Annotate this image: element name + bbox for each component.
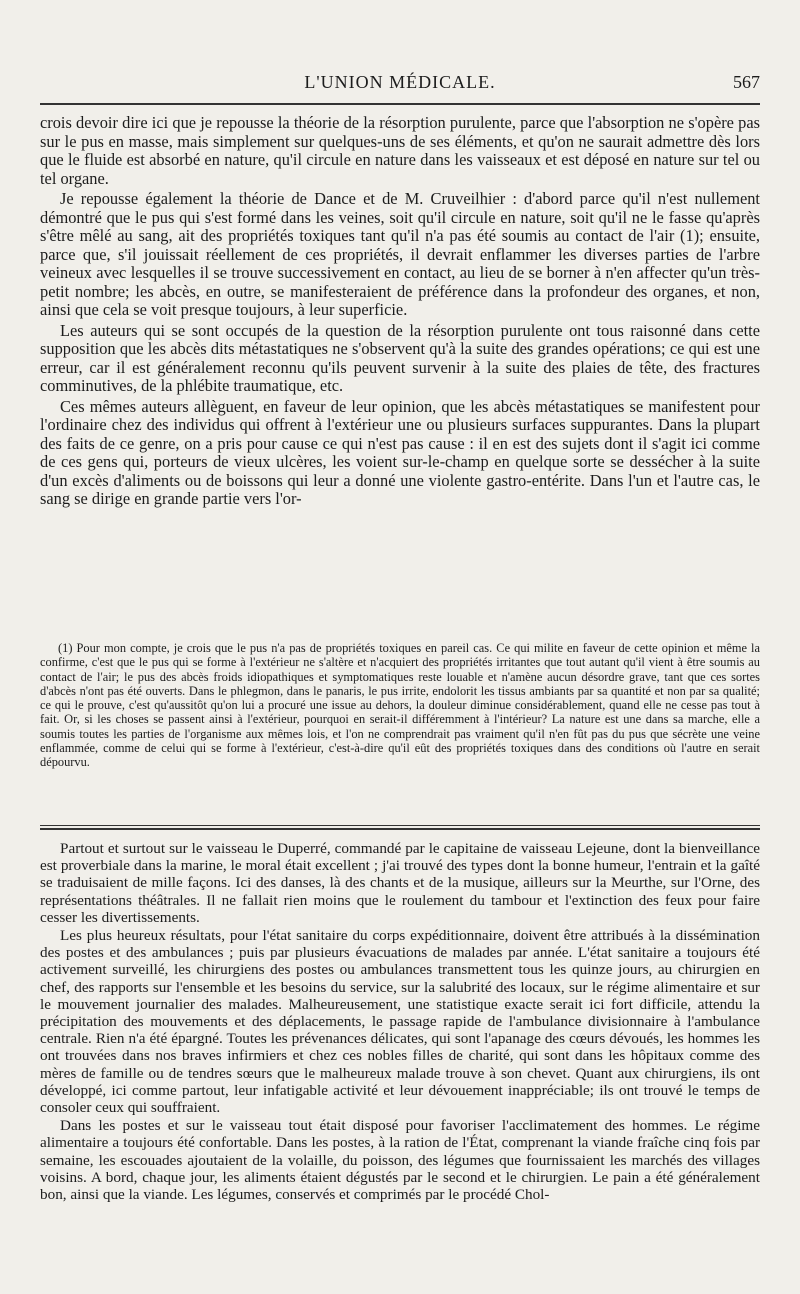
header-rule bbox=[40, 103, 760, 105]
feuilleton-paragraph: Les plus heureux résultats, pour l'état sanitaire du corps expéditionnaire, doivent être attribués à la dissémination des postes et des ambulances ; puis par plusieurs évacuations de malades par année. L'état sanitaire a toujours été activement surveillé, les chirurgiens des postes ou ambulances transmettent tous les quinze jours, au chirurgien en chef, des rapports sur l'ensemble et les besoins du service, sur la salubrité des locaux, sur le régime alimentaire et sur le mouvement journalier des malades. Malheureusement, une statistique exacte serait ici fort difficile, attendu la précipitation des mouvements et des déplacements, le passage rapide de l'ambulance divisionnaire à l'ambulance centrale. Rien n'a été épargné. Toutes les prévenances délicates, qui sont l'apanage des cœurs dévoués, les hommes les ont trouvées dans nos braves infirmiers et chez ces nobles filles de charité, qui sont dans les hôpitaux comme des mères de famille ou de tendres sœurs que le malheureux malade trouve à son chevet. Quant aux chirurgiens, ils ont développé, ici comme partout, leur infatigable activité et leur dévouement inappréciable; ils ont trouvé le temps de consoler ceux qui souffraient. bbox=[40, 927, 760, 1117]
footnote bbox=[40, 641, 760, 770]
journal-title: L'UNION MÉDICALE. bbox=[304, 72, 496, 92]
article-body bbox=[40, 114, 760, 511]
feuilleton-body bbox=[40, 840, 760, 1204]
feuilleton-separator-rule bbox=[40, 825, 760, 830]
footnote-text: (1) Pour mon compte, je crois que le pus n'a pas de propriétés toxiques en pareil cas. Ce qui milite en faveur de cette opinion et même la confirme, c'est que le pus qui se forme à l'extérieur ne s'altère et n'acquiert des propriétés irritantes que tout autant qu'il vient à être soumis au contact de l'air; le pus des abcès froids idiopathiques et symptomatiques reste louable et n'amène aucun désordre grave, tant que ces sortes d'abcès n'ont pas été ouverts. Dans le phlegmon, dans le panaris, le pus irrite, endolorit les tissus ambiants par sa quantité et non par sa qualité; ce qui le prouve, c'est qu'aussitôt qu'on lui a procuré une issue au dehors, la douleur diminue considérablement, quand elle ne cesse pas tout à fait. Or, si les choses se passent ainsi à l'extérieur, pourquoi en serait-il différemment à l'intérieur? La nature est une dans sa marche, elle a soumis toutes les parties de l'organisme aux mêmes lois, et l'on ne comprendrait pas vraiment qu'il n'en fût pas du pus que sécrète une veine enflammée, comme de celui qui se forme à l'extérieur, c'est-à-dire qu'il eût des propriétés toxiques dans des conditions où l'autre en serait dépourvu. bbox=[40, 641, 760, 770]
feuilleton-paragraph: Partout et surtout sur le vaisseau le Duperré, commandé par le capitaine de vaisseau Lejeune, dont la bienveillance est proverbiale dans la marine, le moral était excellent ; j'ai trouvé des types dont la bonne humeur, l'entrain et la gaîté se traduisaient de mille façons. Ici des danses, là des chants et de la musique, ailleurs sur la Meurthe, sur l'Orne, des représentations théâtrales. Il ne fallait rien moins que le roulement du tambour et l'extinction des feux pour faire cesser les divertissements. bbox=[40, 840, 760, 926]
article-paragraph: Les auteurs qui se sont occupés de la question de la résorption purulente ont tous raisonné dans cette supposition que les abcès dits métastatiques ne s'observent qu'à la suite des grandes opérations; ce qui est une erreur, car il est généralement reconnu qu'ils peuvent survenir à la suite des plaies de tête, des fractures comminutives, de la phlébite traumatique, etc. bbox=[40, 320, 760, 395]
feuilleton-paragraph: Dans les postes et sur le vaisseau tout était disposé pour favoriser l'acclimatement des hommes. Le régime alimentaire a toujours été confortable. Dans les postes, à la ration de l'État, comprenant la viande fraîche cinq fois par semaine, les escouades ajoutaient de la volaille, du poisson, des légumes que fournissaient les marchés des villages voisins. A bord, chaque jour, les aliments étaient dégustés par le second et le chirurgien. Le pain a été généralement bon, ainsi que la viande. Les légumes, conservés et comprimés par le procédé Chol- bbox=[40, 1117, 760, 1204]
article-paragraph: crois devoir dire ici que je repousse la théorie de la résorption purulente, parce que l'absorption ne s'opère pas sur le pus en masse, mais simplement sur quelques-uns de ses éléments, et qu'on ne saurait admettre dès lors que le fluide est absorbé en nature, qu'il circule en nature dans les vaisseaux et est déposé en nature sur tel ou tel organe. bbox=[40, 113, 760, 188]
running-header bbox=[40, 72, 760, 102]
article-paragraph: Ces mêmes auteurs allèguent, en faveur de leur opinion, que les abcès métastatiques se manifestent pour l'ordinaire chez des individus qui offrent à l'extérieur une ou plusieurs surfaces suppurantes. Dans la plupart des faits de ce genre, on a pris pour cause ce qui n'est pas cause : il en est des sujets dont il s'agit ici comme de ces gens qui, porteurs de vieux ulcères, les voient sur-le-champ en quelque sorte se dessécher à la suite d'un excès d'aliments ou de boissons qui leur a donné une violente gastro-entérite. Dans l'un et l'autre cas, le sang se dirige en grande partie vers l'or- bbox=[40, 396, 760, 508]
page-number: 567 bbox=[733, 72, 760, 92]
article-paragraph: Je repousse également la théorie de Dance et de M. Cruveilhier : d'abord parce qu'il n'est nullement démontré que le pus qui s'est formé dans les veines, soit qu'il circule en nature, soit qu'il ne le fasse qu'après s'être mêlé au sang, ait des propriétés toxiques tant qu'il n'a pas été soumis au contact de l'air (1); ensuite, parce que, s'il jouissait réellement de ces propriétés, il devrait enflammer les diverses parties de l'arbre veineux avec lesquelles il se trouve successivement en contact, au lieu de se borner à n'en affecter qu'un très-petit nombre; les abcès, en outre, se manifesteraient de préférence dans la profondeur des organes, et non, ainsi que cela se voit presque toujours, à leur superficie. bbox=[40, 189, 760, 319]
